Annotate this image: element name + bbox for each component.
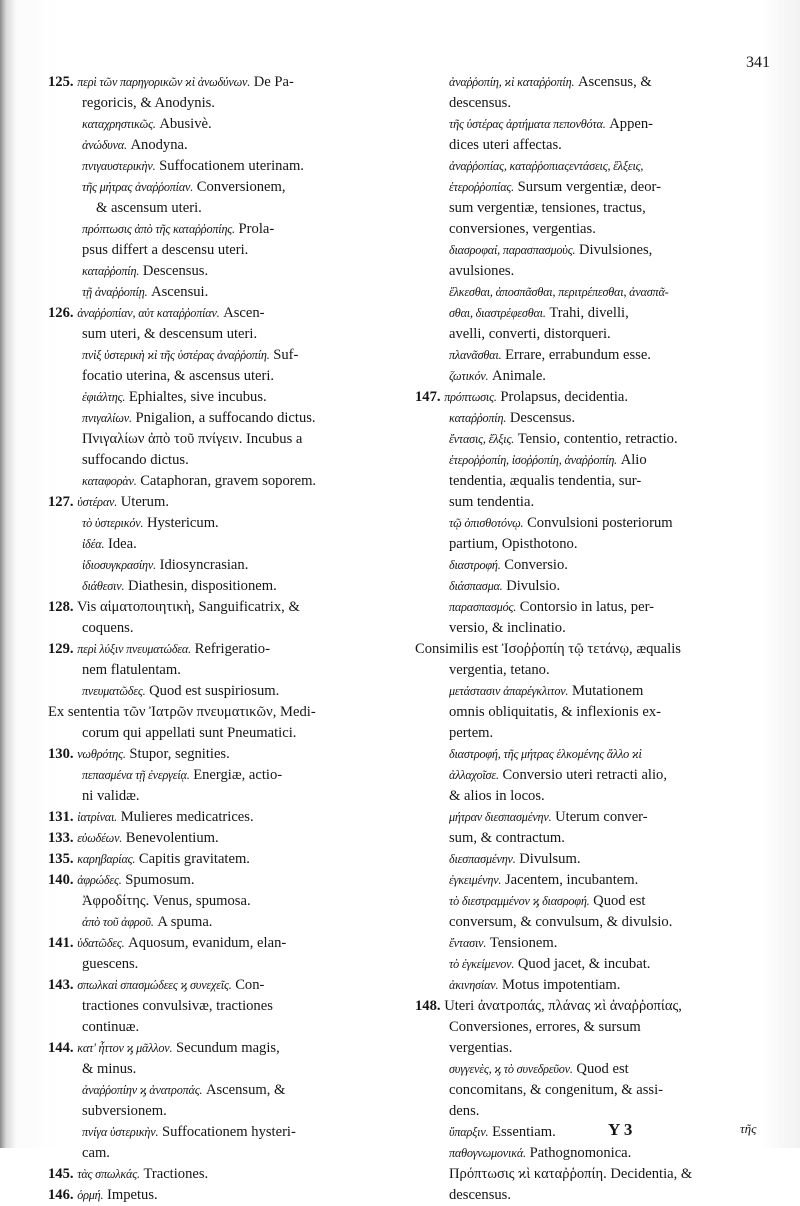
latin-gloss: Πρόπτωσις ϰὶ καταῤῥοπίη. Decidentia, & [449, 1166, 693, 1182]
latin-gloss: versio, & inclinatio. [449, 620, 566, 636]
text-line [415, 744, 787, 765]
text-line [415, 912, 787, 933]
latin-gloss: Consimilis est Ἰσοῤῥοπίη τῷ τετάνῳ, æqualis [415, 641, 681, 657]
text-line [48, 198, 406, 219]
greek-term: εὐωδέων. [77, 831, 123, 845]
greek-term: ὑδατῶδες. [77, 936, 125, 950]
text-line [48, 240, 406, 261]
text-line [48, 933, 406, 954]
greek-term: τὰς σπωλκάς. [77, 1167, 140, 1181]
greek-term: παρασπασμός. [449, 600, 517, 614]
text-line [415, 1059, 787, 1080]
greek-term: ἐγκειμένην. [449, 873, 502, 887]
latin-gloss: Prola- [238, 221, 275, 237]
text-line [415, 450, 787, 471]
greek-term: ἔντασις, ἕλξις. [449, 432, 515, 446]
latin-gloss: Motus impotentiam. [502, 977, 621, 993]
text-line [415, 765, 787, 786]
signature-mark: Y 3 [608, 1120, 633, 1139]
latin-gloss: Descensus. [142, 263, 209, 279]
latin-gloss: Descensus. [509, 410, 576, 426]
latin-gloss: continuæ. [82, 1019, 140, 1035]
latin-gloss: sum, & contractum. [449, 830, 565, 846]
latin-gloss: Ascensus, & [577, 74, 652, 90]
greek-term: ὁρμή. [77, 1188, 104, 1202]
text-line [415, 1080, 787, 1101]
latin-gloss: Benevolentium. [125, 830, 219, 846]
latin-gloss: Secundum magis, [175, 1040, 280, 1056]
entry-number: 143. [48, 977, 74, 993]
greek-term: τὸ ἐγκείμενον. [449, 957, 515, 971]
text-line [415, 219, 787, 240]
latin-gloss: tractiones convulsivæ, tractiones [82, 998, 273, 1014]
latin-gloss: Pathognomonica. [529, 1145, 632, 1161]
greek-term: ἑτεροῤῥοπίας. [449, 180, 514, 194]
text-line [48, 1080, 406, 1101]
text-line [48, 366, 406, 387]
text-line [48, 1164, 406, 1185]
text-line [48, 723, 406, 744]
latin-gloss: cam. [82, 1145, 110, 1161]
entry-number: 144. [48, 1040, 74, 1056]
text-line [48, 660, 406, 681]
text-line [415, 471, 787, 492]
greek-term: ζωτικόν. [449, 369, 489, 383]
text-line [415, 933, 787, 954]
greek-term: διαστροφή. [449, 558, 501, 572]
greek-term: πνιγαυστερικὴν. [82, 159, 156, 173]
latin-gloss: vergentias. [449, 1040, 513, 1056]
greek-term: ὕπαρξιν. [449, 1125, 489, 1139]
latin-gloss: focatio uterina, & ascensus uteri. [82, 368, 275, 384]
text-line [415, 1143, 787, 1164]
latin-gloss: descensus. [449, 95, 512, 111]
latin-gloss: Essentiam. [492, 1124, 556, 1140]
text-line [415, 639, 787, 660]
greek-term: ἀκινησίαν. [449, 978, 499, 992]
text-line [48, 597, 406, 618]
text-line [48, 135, 406, 156]
latin-gloss: Diathesin, dispositionem. [127, 578, 277, 594]
text-line [48, 975, 406, 996]
text-line [48, 261, 406, 282]
text-line [415, 891, 787, 912]
latin-gloss: sum vergentiæ, tensiones, tractus, [449, 200, 646, 216]
greek-term: πνὶξ ὑστερικὴ ϰὶ τῆς ὑστέρας ἀναῤῥοπίη. [82, 348, 270, 362]
greek-term: καταῤῥοπίη. [82, 264, 140, 278]
latin-gloss: Conversionem, [196, 179, 286, 195]
text-line [48, 492, 406, 513]
latin-gloss: Quod est suspiriosum. [149, 683, 280, 699]
latin-gloss: partium, Opisthotono. [449, 536, 578, 552]
greek-term: διεσπασμένην. [449, 852, 516, 866]
text-line [48, 681, 406, 702]
greek-term: τὸ διεστραμμένον ϗ διασροφή. [449, 894, 590, 908]
text-line [48, 807, 406, 828]
latin-gloss: Alio [620, 452, 647, 468]
latin-gloss: descensus. [449, 1187, 512, 1203]
latin-gloss: De Pa- [253, 74, 294, 90]
greek-term: περὶ τῶν παρηγορικῶν ϰὶ ἀνωδύνων. [77, 75, 251, 89]
text-line [48, 744, 406, 765]
latin-gloss: & alios in locos. [449, 788, 545, 804]
text-line [415, 198, 787, 219]
latin-gloss: Ephialtes, sive incubus. [128, 389, 267, 405]
text-line [415, 303, 787, 324]
text-line [48, 912, 406, 933]
latin-gloss: Aquosum, evanidum, elan- [128, 935, 287, 951]
latin-gloss: Tensionem. [489, 935, 558, 951]
text-line [415, 786, 787, 807]
text-line [48, 408, 406, 429]
text-line [48, 324, 406, 345]
text-line [415, 534, 787, 555]
latin-gloss: Appen- [609, 116, 654, 132]
text-line [415, 681, 787, 702]
text-line [415, 513, 787, 534]
greek-term: ἐφιάλτης. [82, 390, 126, 404]
text-line [415, 870, 787, 891]
latin-gloss: Quod est [576, 1061, 629, 1077]
latin-gloss: Vis αἱματοποιητικὴ, Sanguificatrix, & [76, 599, 300, 615]
greek-term: διασροφαί, παρασπασμοὺς. [449, 243, 576, 257]
text-line [415, 93, 787, 114]
catchword: τῆς [740, 1121, 757, 1136]
text-line [415, 492, 787, 513]
text-line [415, 1101, 787, 1122]
latin-gloss: Tractiones. [143, 1166, 209, 1182]
text-line [48, 513, 406, 534]
text-line [48, 849, 406, 870]
greek-term: διάσπασμα. [449, 579, 503, 593]
latin-gloss: Divulsio. [506, 578, 561, 594]
latin-gloss: Πνιγαλίων ἀπὸ τοῦ πνίγειν. Incubus a [82, 431, 303, 447]
greek-term: τῷ ὀπισθοτόνῳ. [449, 516, 524, 530]
latin-gloss: Con- [235, 977, 265, 993]
latin-gloss: dens. [449, 1103, 480, 1119]
text-line [415, 135, 787, 156]
greek-term: ἰατρίναι. [77, 810, 118, 824]
latin-gloss: Trahi, divelli, [549, 305, 629, 321]
greek-term: καταχρηστικῶς. [82, 117, 156, 131]
greek-term: διαστροφή, τῆς μήτρας ἑλκομένης ἄλλο ϰὶ [449, 747, 642, 761]
greek-term: καρηβαρίας. [77, 852, 136, 866]
text-line [415, 324, 787, 345]
text-line [415, 1122, 787, 1143]
greek-term: κατ' ἧττον ϗ μᾶλλον. [77, 1041, 173, 1055]
greek-term: ἰδιοσυγκρασίην. [82, 558, 156, 572]
text-line [415, 408, 787, 429]
latin-gloss: subversionem. [82, 1103, 167, 1119]
latin-gloss: Quod est [593, 893, 646, 909]
latin-gloss: ni validæ. [82, 788, 140, 804]
text-line [415, 177, 787, 198]
latin-gloss: & minus. [82, 1061, 137, 1077]
text-line [48, 387, 406, 408]
entry-number: 145. [48, 1166, 74, 1182]
greek-term: σπωλκαὶ σπασμώδεες ϗ συνεχεῖς. [77, 978, 232, 992]
greek-term: πεπασμένα τῇ ἐνεργείᾳ. [82, 768, 190, 782]
greek-term: ἀνώδυνα. [82, 138, 127, 152]
latin-gloss: Uterum. [120, 494, 169, 510]
latin-gloss: conversiones, vergentias. [449, 221, 596, 237]
latin-gloss: vergentia, tetano. [449, 662, 550, 678]
text-line [415, 114, 787, 135]
greek-term: ἕλκεσθαι, ἀποσπᾶσθαι, περιτρέπεσθαι, ἀνασπᾶ- [449, 285, 669, 299]
text-line [415, 597, 787, 618]
entry-number: 135. [48, 851, 74, 867]
entry-number: 146. [48, 1187, 74, 1203]
greek-term: ἰδέα. [82, 537, 105, 551]
text-line [48, 1122, 406, 1143]
latin-gloss: nem flatulentam. [82, 662, 181, 678]
entry-number: 128. [48, 599, 74, 615]
entry-number: 127. [48, 494, 74, 510]
latin-gloss: Conversio uteri retracti alio, [502, 767, 667, 783]
text-line [415, 555, 787, 576]
greek-term: τῆς μήτρας ἀναῤῥοπίαν. [82, 180, 194, 194]
latin-gloss: Idiosyncrasian. [159, 557, 249, 573]
latin-gloss: Contorsio in latus, per- [519, 599, 655, 615]
latin-gloss: Ἀφροδίτης. Venus, spumosa. [82, 893, 251, 909]
text-line [48, 429, 406, 450]
latin-gloss: suffocando dictus. [82, 452, 189, 468]
entry-number: 133. [48, 830, 74, 846]
latin-gloss: coquens. [82, 620, 134, 636]
text-line [48, 156, 406, 177]
greek-term: τῇ ἀναῤῥοπίῃ. [82, 285, 148, 299]
greek-term: ὑστέραν. [77, 495, 118, 509]
greek-term: παθογνωμονικά. [449, 1146, 526, 1160]
entry-number: 125. [48, 74, 74, 90]
text-line [48, 828, 406, 849]
text-line [48, 177, 406, 198]
latin-gloss: Conversiones, errores, & sursum [449, 1019, 641, 1035]
latin-gloss: Capitis gravitatem. [138, 851, 250, 867]
text-line [48, 303, 406, 324]
greek-term: σθαι, διαστρέφεσθαι. [449, 306, 546, 320]
greek-term: πνίγα ὑστερικὴν. [82, 1125, 159, 1139]
latin-gloss: corum qui appellati sunt Pneumatici. [82, 725, 297, 741]
latin-gloss: Impetus. [107, 1187, 158, 1203]
latin-gloss: Suffocationem hysteri- [161, 1124, 296, 1140]
text-line [415, 807, 787, 828]
latin-gloss: omnis obliquitatis, & inflexionis ex- [449, 704, 662, 720]
entry-number: 129. [48, 641, 74, 657]
latin-gloss: Ascensui. [151, 284, 209, 300]
text-line [48, 996, 406, 1017]
text-line [415, 702, 787, 723]
latin-gloss: Divulsum. [519, 851, 581, 867]
text-line [415, 156, 787, 177]
text-line [48, 786, 406, 807]
latin-gloss: Hystericum. [146, 515, 219, 531]
greek-term: περὶ λύξιν πνευματώδεα. [77, 642, 191, 656]
text-line [48, 576, 406, 597]
latin-gloss: Convulsioni posteriorum [527, 515, 673, 531]
latin-gloss: Energiæ, actio- [193, 767, 283, 783]
latin-gloss: tendentia, æqualis tendentia, sur- [449, 473, 642, 489]
entry-number: 131. [48, 809, 74, 825]
latin-gloss: Uteri ἀνατροπάς, πλάνας ϰὶ ἀναῤῥοπίας, [444, 998, 682, 1014]
latin-gloss: Divulsiones, [578, 242, 653, 258]
text-line [48, 1185, 406, 1206]
text-line [48, 870, 406, 891]
latin-gloss: Abusivè. [159, 116, 212, 132]
greek-term: πνευματῶδες. [82, 684, 146, 698]
text-line [415, 1164, 787, 1185]
latin-gloss: Ascen- [223, 305, 265, 321]
text-line [415, 282, 787, 303]
text-line [415, 72, 787, 93]
latin-gloss: regoricis, & Anodynis. [82, 95, 215, 111]
greek-term: πνιγαλίων. [82, 411, 132, 425]
greek-term: ἀναῤῥοπίη, ϰὶ καταῤῥοπίη. [449, 75, 575, 89]
latin-gloss: Spumosum. [125, 872, 195, 888]
latin-gloss: Suf- [273, 347, 299, 363]
greek-term: τῆς ὑστέρας ἀρτήματα πεπονθότα. [449, 117, 606, 131]
text-line [415, 828, 787, 849]
text-line [48, 891, 406, 912]
text-line [48, 114, 406, 135]
text-line [48, 282, 406, 303]
text-line [415, 954, 787, 975]
text-line [415, 849, 787, 870]
text-line [415, 660, 787, 681]
latin-gloss: Ex sententia τῶν Ἰατρῶν πνευματικῶν, Medi- [48, 704, 316, 720]
latin-gloss: Suffocationem uterinam. [159, 158, 304, 174]
latin-gloss: Cataphoran, gravem soporem. [140, 473, 317, 489]
text-line [48, 1143, 406, 1164]
latin-gloss: Prolapsus, decidentia. [500, 389, 629, 405]
greek-term: καταῤῥοπίη. [449, 411, 507, 425]
greek-term: ἀφρώδες. [77, 873, 122, 887]
latin-gloss: sum uteri, & descensum uteri. [82, 326, 258, 342]
text-line [48, 93, 406, 114]
latin-gloss: avulsiones. [449, 263, 515, 279]
text-line [48, 471, 406, 492]
greek-term: καταφορὰν. [82, 474, 137, 488]
entry-number: 147. [415, 389, 441, 405]
text-line [48, 450, 406, 471]
greek-term: πλανᾶσθαι. [449, 348, 502, 362]
latin-gloss: Mutationem [571, 683, 644, 699]
latin-gloss: Ascensum, & [205, 1082, 286, 1098]
greek-term: ἀναῤῥοπίην ϗ ἀνατροπάς. [82, 1083, 203, 1097]
text-line [415, 261, 787, 282]
latin-gloss: Jacentem, incubantem. [504, 872, 639, 888]
entry-number: 148. [415, 998, 441, 1014]
greek-term: ἔντασιν. [449, 936, 487, 950]
latin-gloss: conversum, & convulsum, & divulsio. [449, 914, 673, 930]
entry-number: 141. [48, 935, 74, 951]
text-line [48, 534, 406, 555]
latin-gloss: Refrigeratio- [194, 641, 270, 657]
text-line [415, 387, 787, 408]
latin-gloss: Errare, errabundum esse. [505, 347, 651, 363]
page-number: 341 [746, 54, 770, 71]
latin-gloss: Uterum conver- [555, 809, 648, 825]
text-line [48, 555, 406, 576]
latin-gloss: Quod jacet, & incubat. [517, 956, 651, 972]
latin-gloss: Stupor, segnities. [129, 746, 230, 762]
text-line [48, 954, 406, 975]
text-line [48, 345, 406, 366]
text-line [415, 723, 787, 744]
text-line [415, 975, 787, 996]
text-line [415, 576, 787, 597]
latin-gloss: psus differt a descensu uteri. [82, 242, 249, 258]
entry-number: 126. [48, 305, 74, 321]
latin-gloss: Mulieres medicatrices. [120, 809, 254, 825]
greek-term: συγγενὲς, ϗ τὸ συνεδρεῦον. [449, 1062, 573, 1076]
latin-gloss: Tensio, contentio, retractio. [517, 431, 678, 447]
text-line [415, 996, 787, 1017]
text-line [415, 429, 787, 450]
text-line [415, 240, 787, 261]
latin-gloss: guescens. [82, 956, 139, 972]
latin-gloss: concomitans, & congenitum, & assi- [449, 1082, 664, 1098]
latin-gloss: Sursum vergentiæ, deor- [517, 179, 661, 195]
text-line [48, 219, 406, 240]
latin-gloss: Animale. [492, 368, 546, 384]
greek-term: ἀπὸ τοῦ ἀφροῦ. [82, 915, 154, 929]
greek-term: πρόπτωσις. [444, 390, 497, 404]
latin-gloss: Conversio. [504, 557, 568, 573]
greek-term: νωθρότης. [77, 747, 126, 761]
entry-number: 130. [48, 746, 74, 762]
text-line [48, 618, 406, 639]
text-line [48, 1059, 406, 1080]
latin-gloss: dices uteri affectas. [449, 137, 562, 153]
text-line [48, 1017, 406, 1038]
text-line [48, 639, 406, 660]
latin-gloss: A spuma. [157, 914, 213, 930]
text-line [415, 366, 787, 387]
text-line [48, 1038, 406, 1059]
text-line [415, 1038, 787, 1059]
greek-term: μήτραν διεσπασμένην. [449, 810, 552, 824]
text-line [48, 765, 406, 786]
text-line [48, 1101, 406, 1122]
latin-gloss: sum tendentia. [449, 494, 535, 510]
text-line [415, 345, 787, 366]
text-line [48, 702, 406, 723]
latin-gloss: & ascensum uteri. [96, 200, 202, 216]
latin-gloss: Pnigalion, a suffocando dictus. [135, 410, 316, 426]
latin-gloss: Anodyna. [130, 137, 188, 153]
right-column [415, 72, 787, 1206]
text-line [415, 618, 787, 639]
greek-term: ἑτεροῤῥοπίη, ἰσοῤῥοπίη, ἀναῤῥοπίη. [449, 453, 618, 467]
greek-term: πρόπτωσις ἀπὸ τῆς καταῤῥοπίης. [82, 222, 235, 236]
greek-term: τὸ ὑστερικόν. [82, 516, 144, 530]
greek-term: μετάστασιν ἀπαρέγκλιτον. [449, 684, 569, 698]
left-column [48, 72, 406, 1206]
latin-gloss: avelli, converti, distorqueri. [449, 326, 611, 342]
greek-term: ἀλλαχοῖσε. [449, 768, 499, 782]
text-line [415, 1017, 787, 1038]
greek-term: ἀναῤῥοπίαν, αὐτ καταῤῥοπίαν. [77, 306, 220, 320]
entry-number: 140. [48, 872, 74, 888]
greek-term: ἀναῤῥοπίας, καταῤῥοπιαςεντάσεις, ἕλξεις, [449, 159, 644, 173]
greek-term: διάθεσιν. [82, 579, 125, 593]
latin-gloss: pertem. [449, 725, 494, 741]
text-line [48, 72, 406, 93]
latin-gloss: Idea. [107, 536, 137, 552]
text-line [415, 1185, 787, 1206]
